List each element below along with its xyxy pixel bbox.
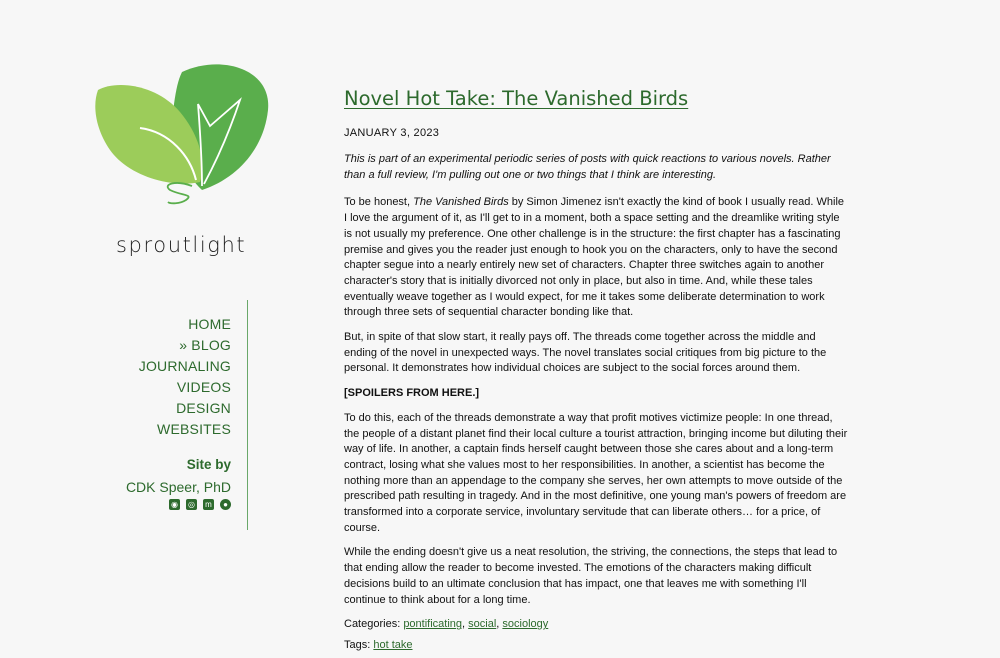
sproutlight-logo-icon[interactable] <box>90 60 270 212</box>
main-nav <box>0 300 248 530</box>
categories-label: Categories: <box>344 618 404 631</box>
category-link[interactable]: social <box>468 618 497 631</box>
site-by-label: Site by <box>186 457 231 472</box>
post-paragraph-4: While the ending doesn't give us a neat resolution, the striving, the connections, the steps that lead to that ending allow the reader to become invested. The emotions of the characters making difficult decisions build to an ultimate conclusion that has impact, one that leaves me with something I'll continue to think about for a long time. <box>344 546 838 606</box>
site-by <box>126 455 231 498</box>
nav-item-design[interactable] <box>139 398 231 419</box>
chat-icon[interactable]: ● <box>220 499 231 510</box>
post-tags <box>344 638 850 653</box>
post-paragraph-1-rest: by Simon Jimenez isn't exactly the kind of book I usually read. While I love the argument of it, as I'll get to in a moment, both a space setting and the dreamlike writing style is not usually my preference. One other challenge is in the structure: the first chapter has a fascinating premise and gives you the reader just enough to hook you on the characters, only to have the second chapter segue into a nearly entirely new set of characters. Chapter three switches again to another character's story that is initially divorced not only in place, but also in time. And, while these tales eventually weave together as I would expect, for me it takes some deliberate determination to work through three sets of sequential character bonding like that. <box>344 196 845 319</box>
nav-item-videos[interactable] <box>139 377 231 398</box>
category-link[interactable]: sociology <box>502 618 549 631</box>
nav-item-blog[interactable] <box>139 335 231 356</box>
sidebar <box>0 0 249 658</box>
tags-label: Tags: <box>344 639 374 652</box>
rss-icon[interactable]: ◉ <box>169 499 180 510</box>
nav-link-journaling[interactable]: JOURNALING <box>138 358 231 374</box>
nav-link-blog[interactable]: » BLOG <box>179 337 231 353</box>
nav-link-home[interactable]: HOME <box>188 316 231 332</box>
site-by-name[interactable]: CDK Speer, PhD <box>125 479 231 495</box>
post-date: JANUARY 3, 2023 <box>344 127 440 139</box>
post-paragraph-2: But, in spite of that slow start, it really pays off. The threads come together across the middle and ending of the novel in unexpected ways. The novel translates social critiques from big picture to the personal. It demonstrates how individual choices are subject to the social forces around them. <box>344 331 827 375</box>
spoiler-warning: [SPOILERS FROM HERE.] <box>344 387 480 400</box>
post-paragraph-1 <box>344 195 850 321</box>
nav-item-journaling[interactable] <box>139 356 231 377</box>
nav-item-home[interactable] <box>139 314 231 335</box>
instagram-icon[interactable]: ◎ <box>186 499 197 510</box>
category-link[interactable]: pontificating <box>403 618 463 631</box>
nav-item-websites[interactable] <box>139 419 231 440</box>
site-logo-text[interactable]: sproutlight <box>116 233 247 257</box>
nav-link-design[interactable]: DESIGN <box>176 400 231 416</box>
nav-link-websites[interactable]: WEBSITES <box>157 421 231 437</box>
post-title[interactable]: Novel Hot Take: The Vanished Birds <box>344 87 689 110</box>
nav-link-videos[interactable]: VIDEOS <box>176 379 231 395</box>
mastodon-icon[interactable]: m <box>203 499 214 510</box>
post-content <box>344 82 850 653</box>
social-icons <box>169 499 231 510</box>
book-title: The Vanished Birds <box>413 196 509 209</box>
post-categories: Categories: pontificating, social, sociology <box>344 618 549 631</box>
tag-link[interactable]: hot take <box>373 639 413 652</box>
post-intro: This is part of an experimental periodic series of posts with quick reactions to various novels. Rather than a full review, I'm pulling out one or two things that I think are interesting. <box>344 153 831 181</box>
post-paragraph-3: To do this, each of the threads demonstrate a way that profit motives victimize people: In one thread, the people of a distant planet find their local culture a tourist attraction, bringing income but diluting their way of life. In another, a captain finds herself caught between those she cares about and a long-term contract, losing what she values most to her responsibilities. In another, a scientist has become the nothing more than an appendage to the company she serves, her own attempts to move outside of the prescribed path resulting in tragedy. And in the most definitive, one young man's powers of freedom are transformed into a corporate service, involuntary servitude that can liberate others… for a price, of course. <box>344 411 848 534</box>
post-paragraph-1-start: To be honest, <box>344 196 414 209</box>
